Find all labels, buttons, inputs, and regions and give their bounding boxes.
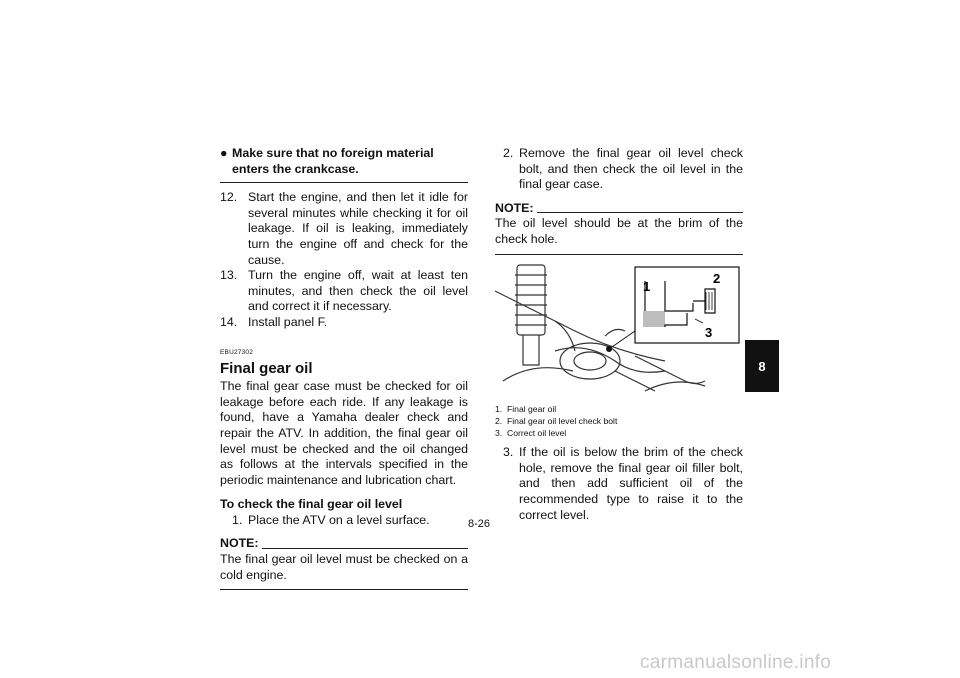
callout-3: 3 bbox=[705, 324, 713, 340]
caution-bullet bbox=[220, 146, 468, 183]
bullet-text: Make sure that no foreign material enters the crankcase. bbox=[232, 146, 434, 176]
step-12: 12. Start the engine, and then let it idle for several minutes while checking it for oil leakage. If oil is leaking, immediately turn the engine off and check for the cause. bbox=[220, 190, 468, 267]
callout-1: 1 bbox=[643, 278, 651, 294]
step-2: 2. Remove the final gear oil level check bolt, and then check the oil level in the final gear case. bbox=[503, 146, 743, 192]
caption-2: 2. Final gear oil level check bolt bbox=[495, 415, 618, 426]
intro-paragraph: The final gear case must be checked for oil leakage before each ride. If any leakage is found, have a Yamaha dealer check and repair the ATV. In addition, the final gear oil level must be checked and the oil changed as follows at the intervals specified in the periodic maintenance and lubrication chart. bbox=[220, 379, 468, 487]
chapter-tab: 8 bbox=[745, 340, 779, 392]
caption-1: 1. Final gear oil bbox=[495, 403, 557, 414]
step-14: 14. Install panel F. bbox=[220, 314, 328, 329]
subheading: To check the final gear oil level bbox=[220, 497, 403, 512]
note-rule-right bbox=[537, 212, 743, 213]
note-heading: NOTE: bbox=[220, 536, 468, 552]
left-column bbox=[220, 146, 468, 590]
callout-2: 2 bbox=[713, 270, 721, 286]
step-13: 13. Turn the engine off, wait at least ten minutes, and then check the oil level and correct it if necessary. bbox=[220, 268, 468, 314]
note-body-right: The oil level should be at the brim of the check hole. bbox=[495, 216, 743, 254]
page-number: 8-26 bbox=[468, 518, 491, 530]
section-title: Final gear oil bbox=[220, 360, 313, 378]
step-3: 3. If the oil is below the brim of the check hole, remove the final gear oil filler bolt, and then add sufficient oil of the recommended type to raise it to the correct level. bbox=[503, 445, 743, 522]
caption-3: 3. Correct oil level bbox=[495, 427, 567, 438]
final-gear-figure bbox=[495, 261, 743, 401]
note-body: The final gear oil level must be checked on a cold engine. bbox=[220, 552, 468, 590]
section-code: EBU27302 bbox=[220, 348, 254, 356]
note-rule bbox=[262, 548, 468, 549]
final-gear-illustration bbox=[495, 261, 743, 401]
right-column bbox=[495, 146, 743, 523]
watermark: carmanualsonline.info bbox=[640, 652, 832, 673]
step-1: 1. Place the ATV on a level surface. bbox=[232, 512, 430, 527]
note-heading-right: NOTE: bbox=[495, 201, 743, 217]
figure-captions bbox=[495, 403, 743, 440]
bullet-dot-icon: ● bbox=[220, 146, 228, 160]
